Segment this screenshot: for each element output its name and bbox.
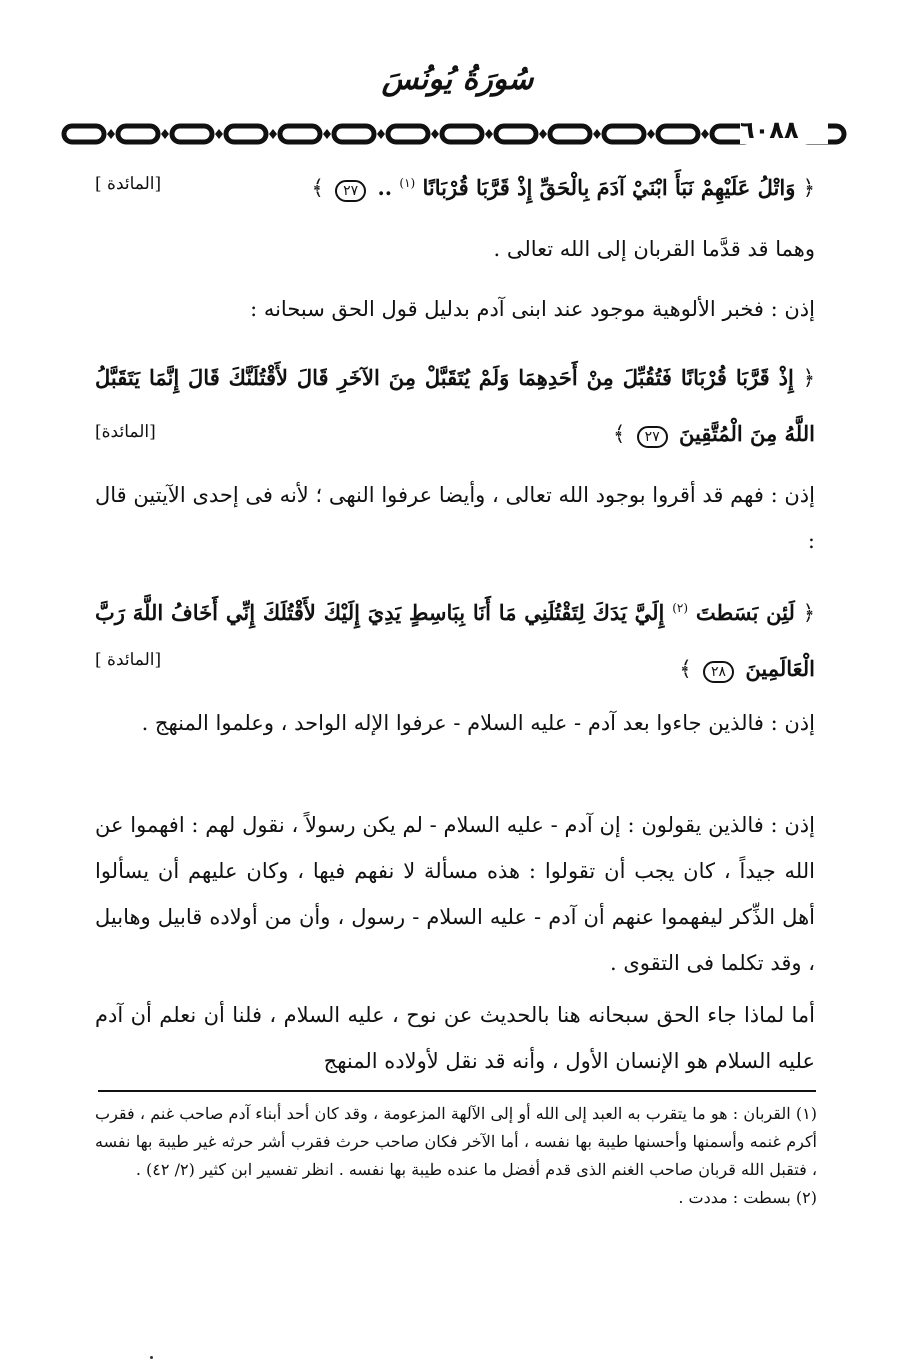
paragraph-2: إذن : فخبر الألوهية موجود عند ابنى آدم بدليل قول الحق سبحانه :: [250, 297, 815, 321]
footnote-1: (١) القربان : هو ما يتقرب به العبد إلى الله أو إلى الآلهة المزعومة ، وقد كان أحد أبناء آدم صاحب غنم ، فقرب أكرم غنمه وأسمنها وأحسنها طيبة بها نفسه ، أما الآخر فكان صاحب حرث فقرب أشر حرثه غير طيبة بها نفسه ، فتقبل الله قربان صاحب الغنم الذى قدم أفضل ما عنده طيبة بها نفسه . انظر تفسير ابن كثير (٢/ ٤٢) .: [95, 1104, 818, 1179]
verse-1-text: وَاتْلُ عَلَيْهِمْ نَبَأَ ابْنَيْ آدَمَ بِالْحَقِّ إِذْ قَرَّبَا قُرْبَانًا: [422, 175, 796, 200]
paragraph-3: إذن : فهم قد أقروا بوجود الله تعالى ، وأيضا عرفوا النهى ؛ لأنه فى إحدى الآيتين قال :: [95, 483, 815, 553]
verse-1: [95, 160, 815, 211]
paragraph-4: إذن : فالذين جاءوا بعد آدم - عليه السلام - عرفوا الإله الواحد ، وعلموا المنهج .: [141, 711, 815, 735]
verse-3-source: [المائدة ]: [95, 650, 162, 670]
ornate-bracket-open: ﴿: [802, 176, 815, 200]
ornate-bracket-close: ﴾: [613, 422, 626, 446]
paragraph-6: أما لماذا جاء الحق سبحانه هنا بالحديث عن نوح ، عليه السلام ، فلنا أن نعلم أن آدم عليه السلام هو الإنسان الأول ، وأنه قد نقل لأولاده المنهج: [95, 1003, 815, 1073]
surah-title: سُورَةُ يُونُسَ: [381, 62, 534, 97]
footnote-mark-1: (١): [399, 176, 416, 190]
chain-border-icon: [60, 120, 850, 148]
ayah-number-badge: ٢٧: [335, 180, 366, 202]
footnotes: [95, 1100, 817, 1212]
verse-2-source: [المائدة]: [95, 422, 156, 442]
verse-2-text: إِذْ قَرَّبَا قُرْبَانًا فَتُقُبِّلَ مِنْ أَحَدِهِمَا وَلَمْ يُتَقَبَّلْ مِنَ الآخَرِ قَالَ لأَقْتُلَنَّكَ قَالَ إِنَّمَا يَتَقَبَّلُ اللَّهُ مِنَ الْمُتَّقِينَ: [95, 365, 815, 446]
verse-3-text-a: لَئِن بَسَطتَ: [695, 600, 795, 625]
footnote-mark-2: (٢): [672, 601, 689, 615]
verse-1-source: [المائدة ]: [95, 174, 162, 194]
ayah-number-badge: ٢٨: [703, 661, 734, 683]
footnote-2: (٢) بسطت : مددت .: [678, 1188, 817, 1207]
scan-speck: [150, 1356, 153, 1359]
verse-1-ellipsis: ..: [377, 175, 393, 200]
paragraph-5: إذن : فالذين يقولون : إن آدم - عليه السلام - لم يكن رسولاً ، نقول لهم : افهموا عن الله جيداً ، كان يجب أن تقولوا : هذه مسألة لا نفهم فيها ، وكان عليهم أن يسألوا أهل الذِّكر ليفهموا عنهم أن آدم - عليه السلام - رسول ، وأن من أولاده قابيل وهابيل ، وقد تكلما فى التقوى .: [95, 813, 815, 975]
ornate-bracket-open: ﴿: [802, 601, 816, 625]
verse-3-text-b: إِلَيَّ يَدَكَ لِتَقْتُلَنِي مَا أَنَا بِبَاسِطٍ يَدِيَ إِلَيْكَ لأَقْتُلَكَ إِنِّي أَخَافُ اللَّهَ رَبَّ الْعَالَمِينَ: [95, 600, 815, 681]
ornate-bracket-open: ﴿: [802, 366, 815, 390]
verse-3: [95, 580, 815, 697]
ornate-bracket-close: ﴾: [679, 657, 692, 681]
footnote-divider: [98, 1090, 816, 1092]
ayah-number-badge: ٢٧: [637, 426, 668, 448]
paragraph-1: وهما قد قدَّما القربان إلى الله تعالى .: [493, 237, 815, 261]
verse-2: [95, 350, 815, 462]
ornamental-border: [60, 120, 850, 148]
ornate-bracket-close: ﴾: [311, 176, 324, 200]
page-number: ٦٠٨٨: [740, 116, 828, 144]
